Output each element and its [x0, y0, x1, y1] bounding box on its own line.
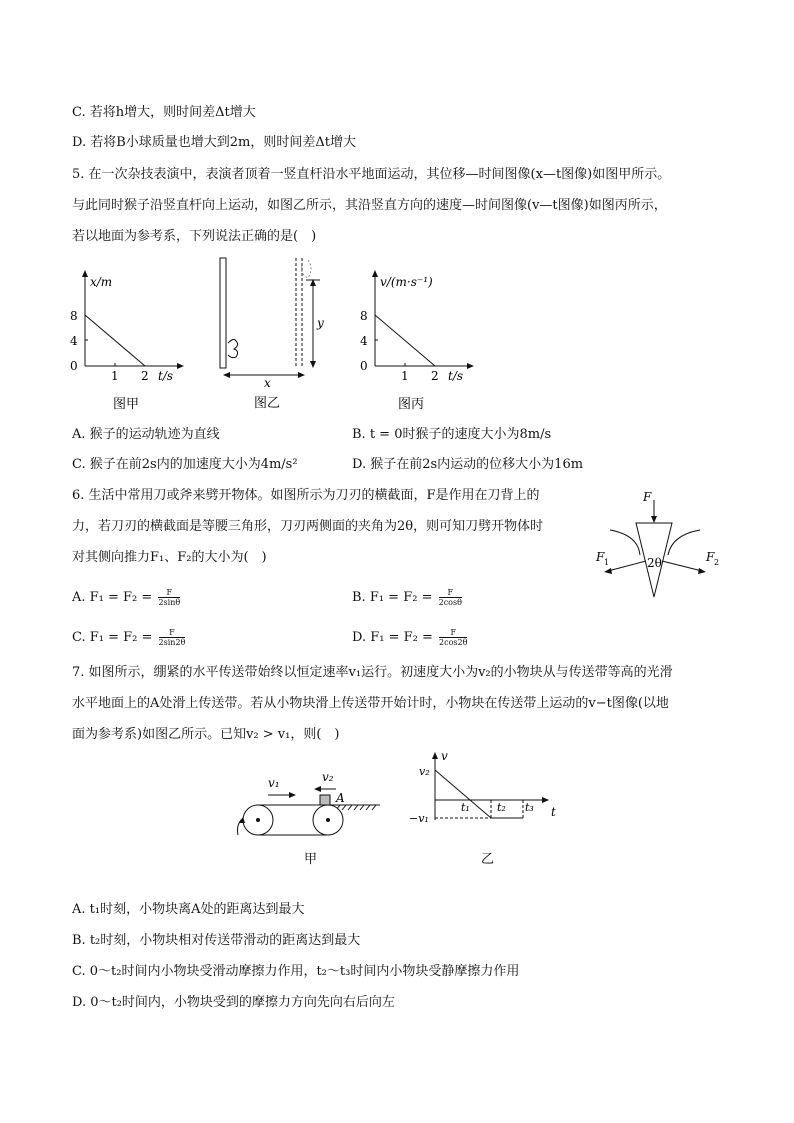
denominator: 2cos2θ — [439, 638, 468, 647]
fraction — [439, 628, 467, 647]
wood-left-curve — [610, 530, 640, 555]
fraction — [158, 588, 180, 607]
fraction — [159, 628, 186, 647]
q6-option-b-lhs: B. F₁ = F₂ = — [352, 590, 433, 605]
x-arrow-right — [298, 372, 305, 378]
force-f1-line — [608, 561, 646, 571]
q5-option-a: A. 猴子的运动轨迹为直线 — [72, 427, 220, 442]
q5-figure-bing — [350, 258, 490, 418]
q6-option-b — [352, 588, 462, 607]
ytick-4: 4 — [70, 334, 78, 348]
q4-option-d: D. 若将B小球质量也增大到2m，则时间差Δt增大 — [72, 135, 356, 150]
label-neg-v1: −v₁ — [409, 812, 429, 825]
y-axis-arrow — [82, 270, 88, 277]
q7-conveyor-figure — [230, 765, 390, 870]
xtick-2: 2 — [431, 369, 439, 383]
label-v: v — [441, 749, 448, 763]
label-f1: F — [596, 550, 605, 564]
label-y: y — [317, 316, 324, 330]
force-f2-line — [662, 561, 702, 571]
block — [320, 795, 330, 805]
denominator: 2cosθ — [438, 598, 462, 607]
force-f2-arrow — [698, 568, 706, 574]
v2-arrow-head — [314, 786, 321, 792]
label-t2: t₂ — [497, 801, 506, 814]
ytick-0: 0 — [360, 359, 368, 373]
x-axis-arrow — [177, 363, 184, 369]
numerator: F — [158, 588, 180, 598]
label-f2-sub: 2 — [714, 558, 720, 567]
force-f-arrow — [651, 516, 657, 523]
x-arrow-left — [223, 372, 230, 378]
ytick-0: 0 — [70, 359, 78, 373]
xt-data-line — [85, 315, 145, 366]
numerator: F — [159, 628, 186, 638]
v1-arrow-head — [289, 792, 296, 798]
caption-jia: 甲 — [304, 852, 318, 867]
denominator: 2sin2θ — [158, 638, 186, 647]
q7-option-c: C. 0～t₂时间内小物块受滑动摩擦力作用，t₂～t₃时间内小物块受静摩擦力作用 — [72, 964, 520, 979]
q6-option-d-lhs: D. F₁ = F₂ = — [352, 630, 433, 645]
y-arrow-bottom — [310, 361, 316, 368]
monkey-icon — [228, 339, 238, 357]
q5-option-c: C. 猴子在前2s内的加速度大小为4m/s² — [72, 457, 298, 472]
force-f1-arrow — [604, 568, 612, 574]
label-v1: v₁ — [268, 776, 280, 790]
q7-stem-line1: 7. 如图所示，绷紧的水平传送带始终以恒定速率v₁运行。初速度大小为v₂的小物块从与传送带等高的光滑 — [72, 665, 673, 680]
q6-stem-line2: 力，若刀刃的横截面是等腰三角形，刀刃两侧面的夹角为2θ，则可知刀劈开物体时 — [72, 519, 544, 534]
q5-figure-jia — [60, 258, 190, 418]
vt-data-line — [375, 315, 435, 366]
q7-option-a: A. t₁时刻，小物块离A处的距离达到最大 — [72, 902, 305, 917]
q4-option-c: C. 若将h增大，则时间差Δt增大 — [72, 105, 256, 120]
q6-option-a-lhs: A. F₁ = F₂ = — [72, 590, 153, 605]
q5-stem-line3: 若以地面为参考系，下列说法正确的是( ) — [72, 229, 317, 244]
q7-vt-figure — [405, 748, 565, 873]
label-t1: t₁ — [461, 801, 470, 814]
y-axis-arrow — [372, 270, 378, 277]
q7-option-b: B. t₂时刻，小物块相对传送带滑动的距离达到最大 — [72, 933, 361, 948]
y-axis-arrow — [432, 752, 438, 759]
label-a: A — [336, 791, 345, 805]
caption-yi: 乙 — [481, 852, 495, 867]
pole-left — [220, 258, 226, 368]
q6-option-a — [72, 588, 180, 607]
xtick-1: 1 — [111, 369, 119, 383]
monkey-ghost-icon — [302, 260, 311, 278]
q5-option-d: D. 猴子在前2s内运动的位移大小为16m — [352, 457, 584, 472]
q5-option-b: B. t = 0时猴子的速度大小为8m/s — [352, 427, 552, 442]
numerator: F — [439, 628, 467, 638]
q6-stem-line3: 对其侧向推力F₁、F₂的大小为( ) — [72, 550, 267, 565]
label-v2: v₂ — [322, 770, 334, 784]
q5-stem-line2: 与此同时猴子沿竖直杆向上运动，如图乙所示，其沿竖直方向的速度—时间图像(v—t图像)如图丙所示， — [72, 198, 667, 213]
xtick-2: 2 — [141, 369, 149, 383]
right-roller-axle — [326, 818, 330, 822]
fraction — [439, 588, 462, 607]
label-x: x — [264, 376, 271, 390]
wood-right-curve — [668, 530, 700, 555]
numerator: F — [439, 588, 462, 598]
caption-yi: 图乙 — [254, 396, 281, 411]
q5-stem-line1: 5. 在一次杂技表演中，表演者顶着一竖直杆沿水平地面运动，其位移—时间图像(x—t图像)如图甲所示。 — [72, 167, 671, 182]
label-t3: t₃ — [525, 801, 534, 814]
label-angle: 2θ — [647, 556, 662, 570]
label-t: t — [551, 805, 556, 819]
y-axis-label: v/(m·s⁻¹) — [380, 275, 433, 289]
t-axis-arrow — [542, 797, 549, 803]
x-axis-arrow — [467, 363, 474, 369]
label-v2: v₂ — [419, 765, 430, 778]
left-roller-axle — [256, 818, 260, 822]
y-axis-label: x/m — [90, 275, 113, 289]
q6-stem-line1: 6. 生活中常用刀或斧来劈开物体。如图所示为刀刃的横截面，F是作用在刀背上的 — [72, 488, 540, 503]
q6-option-c-lhs: C. F₁ = F₂ = — [72, 630, 153, 645]
denominator: 2sinθ — [158, 598, 181, 607]
label-f2: F — [706, 550, 715, 564]
q5-figure-yi — [210, 255, 340, 420]
xtick-1: 1 — [401, 369, 409, 383]
caption-bing: 图丙 — [398, 397, 425, 412]
q6-option-c — [72, 628, 185, 647]
ytick-8: 8 — [70, 309, 78, 323]
ytick-4: 4 — [360, 334, 368, 348]
x-axis-label: t/s — [448, 369, 464, 383]
x-axis-label: t/s — [158, 369, 174, 383]
q7-stem-line2: 水平地面上的A处滑上传送带。若从小物块滑上传送带开始计时，小物块在传送带上运动的v−t图像(以地 — [72, 696, 669, 711]
q6-blade-figure — [590, 485, 730, 605]
label-f: F — [643, 490, 652, 504]
label-f1-sub: 1 — [604, 558, 610, 567]
q7-option-d: D. 0～t₂时间内，小物块受到的摩擦力方向先向右后向左 — [72, 995, 395, 1010]
caption-jia: 图甲 — [113, 397, 140, 412]
q6-option-d — [352, 628, 467, 647]
q7-stem-line3: 面为参考系)如图乙所示。已知v₂ > v₁，则( ) — [72, 727, 340, 742]
ytick-8: 8 — [360, 309, 368, 323]
